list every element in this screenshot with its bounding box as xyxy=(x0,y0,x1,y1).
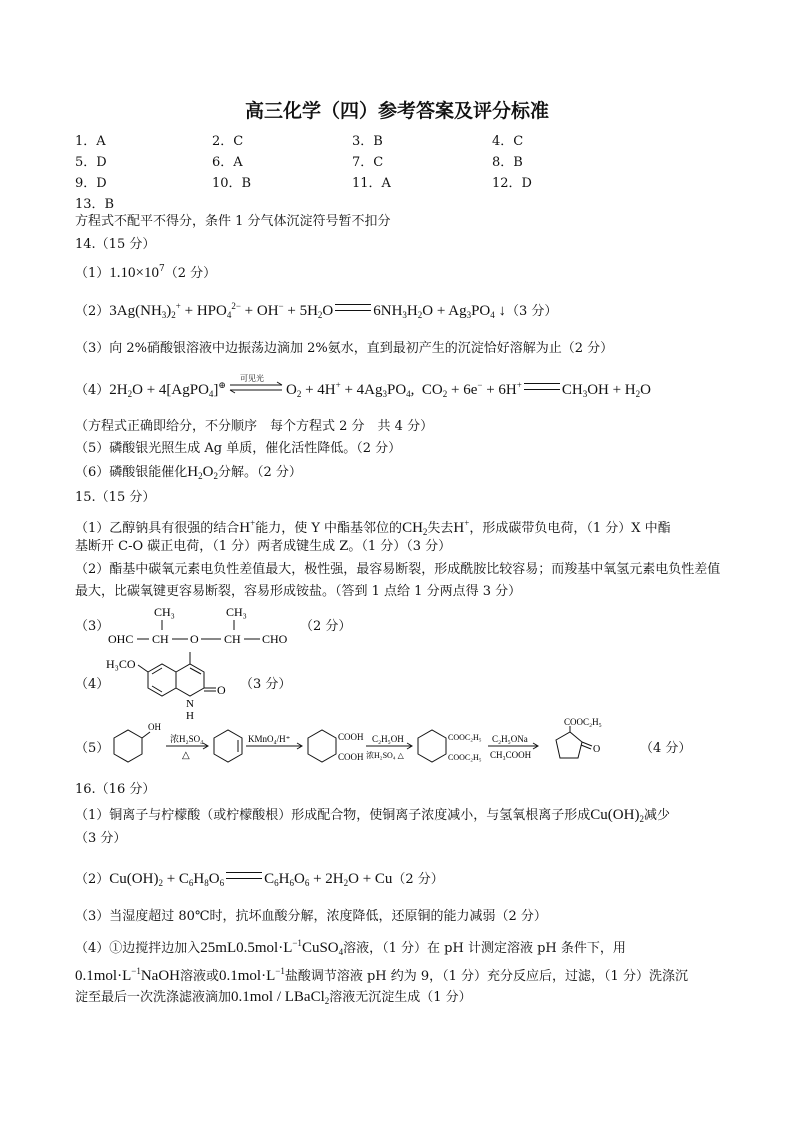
part-label: （3） xyxy=(75,619,110,634)
text: ，形成碳带负电荷，（1 分）X 中酯 xyxy=(469,521,671,536)
q14-part1 xyxy=(75,260,216,283)
oxygen-label: O xyxy=(593,744,601,755)
condition-label: C₂H₅OH xyxy=(372,734,404,744)
text: 盐酸调节溶液 pH 约为 9，（1 分）充分反应后，过滤，（1 分）洗涤沉 xyxy=(284,969,688,984)
condition-label: 浓H₂SO₄ △ xyxy=(366,751,404,760)
text: （6）磷酸银能催化 xyxy=(75,465,188,480)
answer-item: 11．A xyxy=(352,176,391,191)
text: 分解。（2 分） xyxy=(217,465,302,480)
answer-item: 8．B xyxy=(492,155,523,170)
pyridone-ring xyxy=(176,664,204,696)
methyl-label: CH₃ xyxy=(226,605,247,619)
scoring-note: 方程式不配平不得分，条件 1 分气体沉淀符号暂不扣分 xyxy=(75,214,391,229)
q14-part4 xyxy=(75,376,651,403)
part-label: （1） xyxy=(75,266,110,281)
equation: $Cu(OH)_2 + C_6H_8O_6$ $C_6H_6O_6 + 2H_2O + Cu$ xyxy=(109,871,393,888)
ester-label: COOC₂H₅ xyxy=(448,733,482,742)
double-bond xyxy=(582,742,592,746)
bond xyxy=(138,665,148,672)
q15-part1-cont: 基断开 C-O 碳正电荷，（1 分）两者成键生成 Z。（1 分）（3 分） xyxy=(75,539,452,554)
text: （1）铜离子与柠檬酸（或柠檬酸根）形成配合物，使铜离子浓度减小，与氢氧根离子形成 xyxy=(75,808,591,823)
benzene-ring xyxy=(148,664,176,696)
score: （2 分） xyxy=(392,872,444,887)
answer-item: 7．C xyxy=(352,155,384,170)
part-label: （4） xyxy=(75,677,110,692)
answer-item: 2．C xyxy=(212,134,244,149)
score: （4 分） xyxy=(640,741,692,756)
condition-label: 浓H₂SO₄ xyxy=(170,734,204,744)
nitrogen-label: N xyxy=(186,698,194,710)
text: 减少 xyxy=(643,808,670,823)
ester-label: COOC₂H₅ xyxy=(448,753,482,762)
q16-part4: （4）①边搅拌边加入$25mL0.5mol\cdot L^{-1}CuSO_4$溶液，（1 分）在 pH 计测定溶液 pH 条件下，用 xyxy=(75,938,626,957)
condition-label: 可见光 xyxy=(239,374,264,383)
score: （3 分） xyxy=(506,304,558,319)
text: （1）乙醇钠具有很强的结合 xyxy=(75,521,240,536)
condition-label: C₂H₅ONa xyxy=(492,734,528,744)
cyclohexane-ring xyxy=(114,730,142,762)
q14-part5: （5）磷酸银光照生成 Ag 单质，催化活性降低。（2 分） xyxy=(75,441,402,456)
answer-item: 5．D xyxy=(75,155,107,170)
score: （2 分） xyxy=(300,619,352,634)
answer-item: 10．B xyxy=(212,176,252,191)
condition-label: CH₃COOH xyxy=(490,750,532,760)
cyclopentanone-ring xyxy=(556,732,582,758)
answer-item: 4．C xyxy=(492,134,524,149)
oxygen-label: O xyxy=(217,683,226,697)
q16-part4-cont: $0.1mol\cdot L^{-1}NaOH$溶液或$0.1mol\cdot L^{-1}$盐酸调节溶液 pH 约为 9，（1 分）充分反应后，过滤，（1 分）洗涤沉 xyxy=(75,966,688,984)
q15-part2: （2）酯基中碳氧元素电负性差值最大，极性强，最容易断裂，形成酰胺比较容易；而羧基中氧氢元素电负性差值最大，比碳氧键更容易断裂，容易形成铵盐。（答到 1 点给 1 分两点得 3 分） xyxy=(75,562,721,599)
ch-label: CH xyxy=(224,632,241,646)
carboxyl-label: COOH xyxy=(338,752,364,762)
q16-part1: （1）铜离子与柠檬酸（或柠檬酸根）形成配合物，使铜离子浓度减小，与氢氧根离子形成$Cu(OH)_2$减少 xyxy=(75,807,670,824)
cyclohexane-ring xyxy=(418,730,446,762)
answer-item: 12．D xyxy=(492,176,532,191)
methoxy-label: H₃CO xyxy=(106,657,136,671)
answer-item: 13．B xyxy=(75,197,115,212)
q16-heading: 16.（16 分） xyxy=(75,782,156,797)
q16-part2 xyxy=(75,870,444,892)
text: 溶液或 xyxy=(179,969,219,984)
hydrogen-label: H xyxy=(186,710,194,722)
methyl-label: CH₃ xyxy=(154,605,175,619)
bond xyxy=(142,732,150,738)
q14-exponent: 7 xyxy=(159,264,165,274)
text: 失去 xyxy=(427,521,454,536)
double-bond xyxy=(581,745,591,749)
q15-part1: （1）乙醇钠具有很强的结合H+能力，使 Y 中酯基邻位的$CH_2$失去H+，形成碳带负电荷，（1 分）X 中酯 xyxy=(75,518,671,537)
text: 溶液无沉淀生成（1 分） xyxy=(329,990,472,1005)
aldehyde-label: OHC xyxy=(108,632,134,646)
answer-item: 1．A xyxy=(75,134,106,149)
q14-heading: 14.（15 分） xyxy=(75,237,156,252)
q16-part4-end: 淀至最后一次洗涤滤液滴加0.1mol / LBaCl$_2$溶液无沉淀生成（1 分） xyxy=(75,989,472,1006)
q15-structure-3 xyxy=(108,598,308,658)
ester-label: COOC₂H₅ xyxy=(564,717,602,727)
carboxyl-label: COOH xyxy=(338,732,364,742)
cyclohexane-ring xyxy=(308,730,336,762)
q14-part6: （6）磷酸银能催化$H_2O_2$分解。（2 分） xyxy=(75,464,302,481)
equation: $3Ag(NH_3)_2^+ + HPO_4^{2-} + OH^- + 5H_2O$ $6NH_3H_2O + Ag_3PO_4$ ↓ xyxy=(109,301,506,320)
text: （4）①边搅拌边加入 xyxy=(75,941,201,956)
oxygen-label: O xyxy=(190,632,199,646)
condition-label: KMnO₄/H⁺ xyxy=(248,734,291,744)
q15-heading: 15.（15 分） xyxy=(75,490,156,505)
text: 淀至最后一次洗涤滤液滴加 xyxy=(75,990,232,1005)
ch-label: CH xyxy=(152,632,169,646)
part-label: （2） xyxy=(75,304,110,319)
score: （3 分） xyxy=(240,677,292,692)
aldehyde-label: CHO xyxy=(262,632,288,646)
answer-item: 9．D xyxy=(75,176,107,191)
answer-item: 6．A xyxy=(212,155,243,170)
q14-part3: （3）向 2%硝酸银溶液中边振荡边滴加 2%氨水，直到最初产生的沉淀恰好溶解为止（2 分） xyxy=(75,341,614,356)
q15-structure-4 xyxy=(104,652,244,722)
q14-part2 xyxy=(75,297,557,324)
part-label: （4） xyxy=(75,383,110,398)
answer-item: 3．B xyxy=(352,134,383,149)
score: （2 分） xyxy=(164,266,217,281)
text: 溶液，（1 分）在 pH 计测定溶液 pH 条件下，用 xyxy=(343,941,626,956)
part-label: （2） xyxy=(75,872,110,887)
part-label: （5） xyxy=(75,741,110,756)
equation: $2H_2O$ + 4[AgPO$_4$]⊕ 可见光 $O_2 + 4H^+ + 4Ag_3PO_4$, $CO_2 + 6e^- + 6H^+$ $CH_3OH + H_2O$ xyxy=(109,382,651,398)
q14-value: 1.10×10 xyxy=(109,265,159,281)
q14-note: （方程式正确即给分，不分顺序 每个方程式 2 分 共 4 分） xyxy=(75,419,434,434)
condition-label: △ xyxy=(182,750,190,761)
text: 能力，使 Y 中酯基邻位的 xyxy=(255,521,403,536)
q16-part3: （3）当湿度超过 80℃时，抗坏血酸分解，浓度降低，还原铜的能力减弱（2 分） xyxy=(75,909,547,924)
hydroxyl-label: OH xyxy=(148,722,161,732)
q15-synthesis-scheme xyxy=(104,716,624,780)
q16-part1-score: （3 分） xyxy=(75,831,127,846)
page-title: 高三化学（四）参考答案及评分标准 xyxy=(244,100,549,122)
